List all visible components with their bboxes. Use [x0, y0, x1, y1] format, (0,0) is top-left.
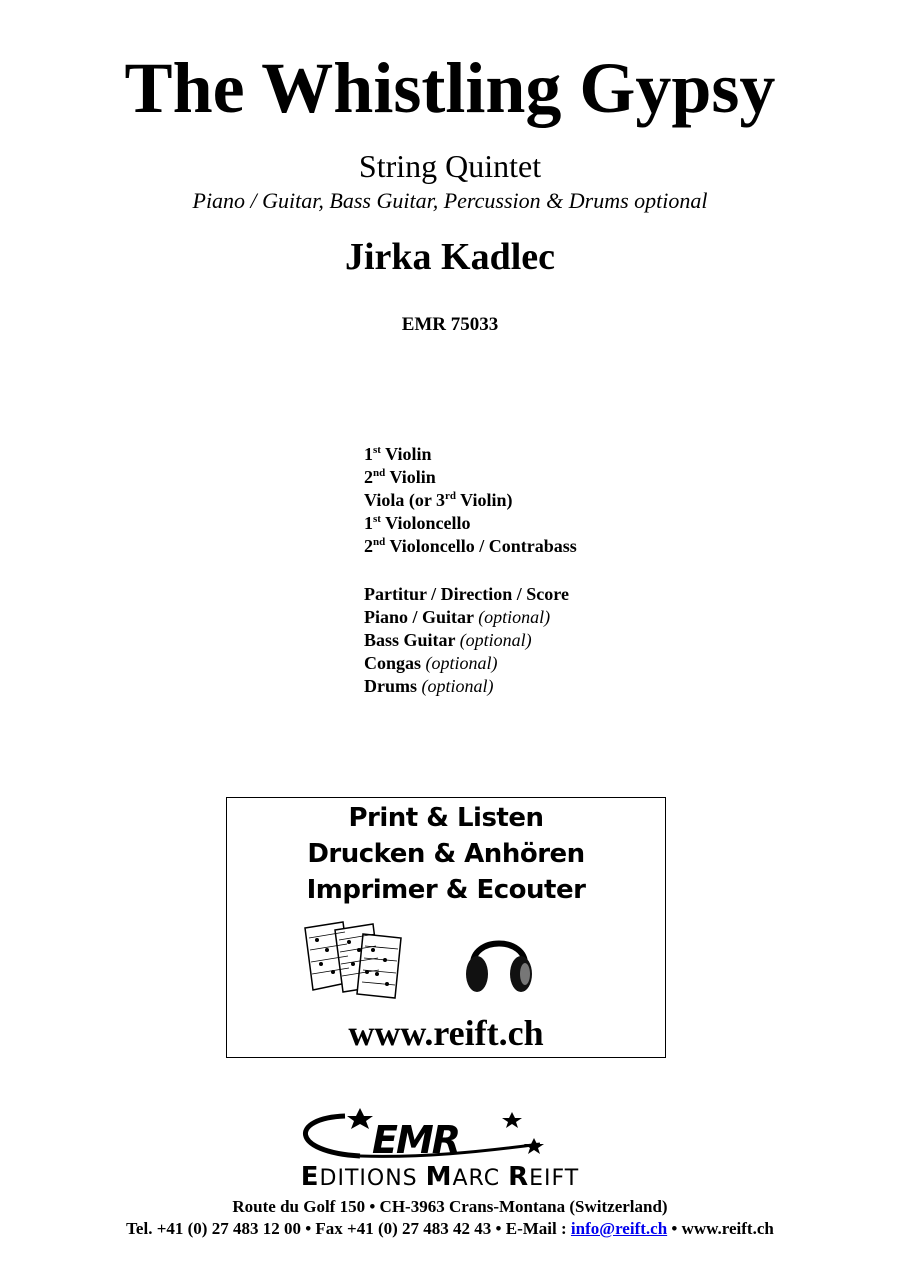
headphones-icon: [463, 920, 535, 1000]
part-piano-guitar: Piano / Guitar (optional): [364, 607, 551, 627]
promo-website[interactable]: www.reift.ch: [348, 1013, 544, 1053]
footer-address: Route du Golf 150 • CH-3963 Crans-Montana (Switzerland): [232, 1197, 668, 1216]
promo-line-german: Drucken & Anhören: [307, 839, 585, 869]
publisher-logo: [250, 1108, 630, 1194]
footer-contact: Tel. +41 (0) 27 483 12 00 • Fax +41 (0) 27 483 42 43 • E-Mail : info@reift.ch • www.reift.ch: [126, 1219, 774, 1238]
promo-line-french: Imprimer & Ecouter: [306, 875, 586, 905]
part-bass-guitar: Bass Guitar (optional): [364, 630, 532, 650]
part-congas: Congas (optional): [364, 653, 498, 673]
instrumentation: Piano / Guitar, Bass Guitar, Percussion & Drums optional: [192, 188, 708, 213]
sheet-music-icon: [301, 920, 411, 1000]
part-second-violoncello: 2nd Violoncello / Contrabass: [364, 536, 577, 556]
parts-list: [364, 443, 577, 698]
print-listen-box: [226, 797, 666, 1058]
promo-line-english: Print & Listen: [348, 803, 544, 833]
logo-publisher-name: EDITIONS MARC REIFT: [300, 1162, 580, 1192]
title: The Whistling Gypsy: [124, 48, 776, 128]
part-viola: Viola (or 3rd Violin): [364, 490, 513, 510]
logo-emr: EMR: [372, 1118, 460, 1162]
part-first-violin: 1st Violin: [364, 444, 432, 464]
part-drums: Drums (optional): [364, 676, 494, 696]
subtitle: String Quintet: [358, 148, 542, 184]
catalog-number: EMR 75033: [401, 314, 499, 335]
part-first-violoncello: 1st Violoncello: [364, 513, 471, 533]
part-score: Partitur / Direction / Score: [364, 584, 569, 604]
part-second-violin: 2nd Violin: [364, 467, 436, 487]
email-link[interactable]: info@reift.ch: [570, 1219, 668, 1238]
composer: Jirka Kadlec: [344, 236, 556, 278]
